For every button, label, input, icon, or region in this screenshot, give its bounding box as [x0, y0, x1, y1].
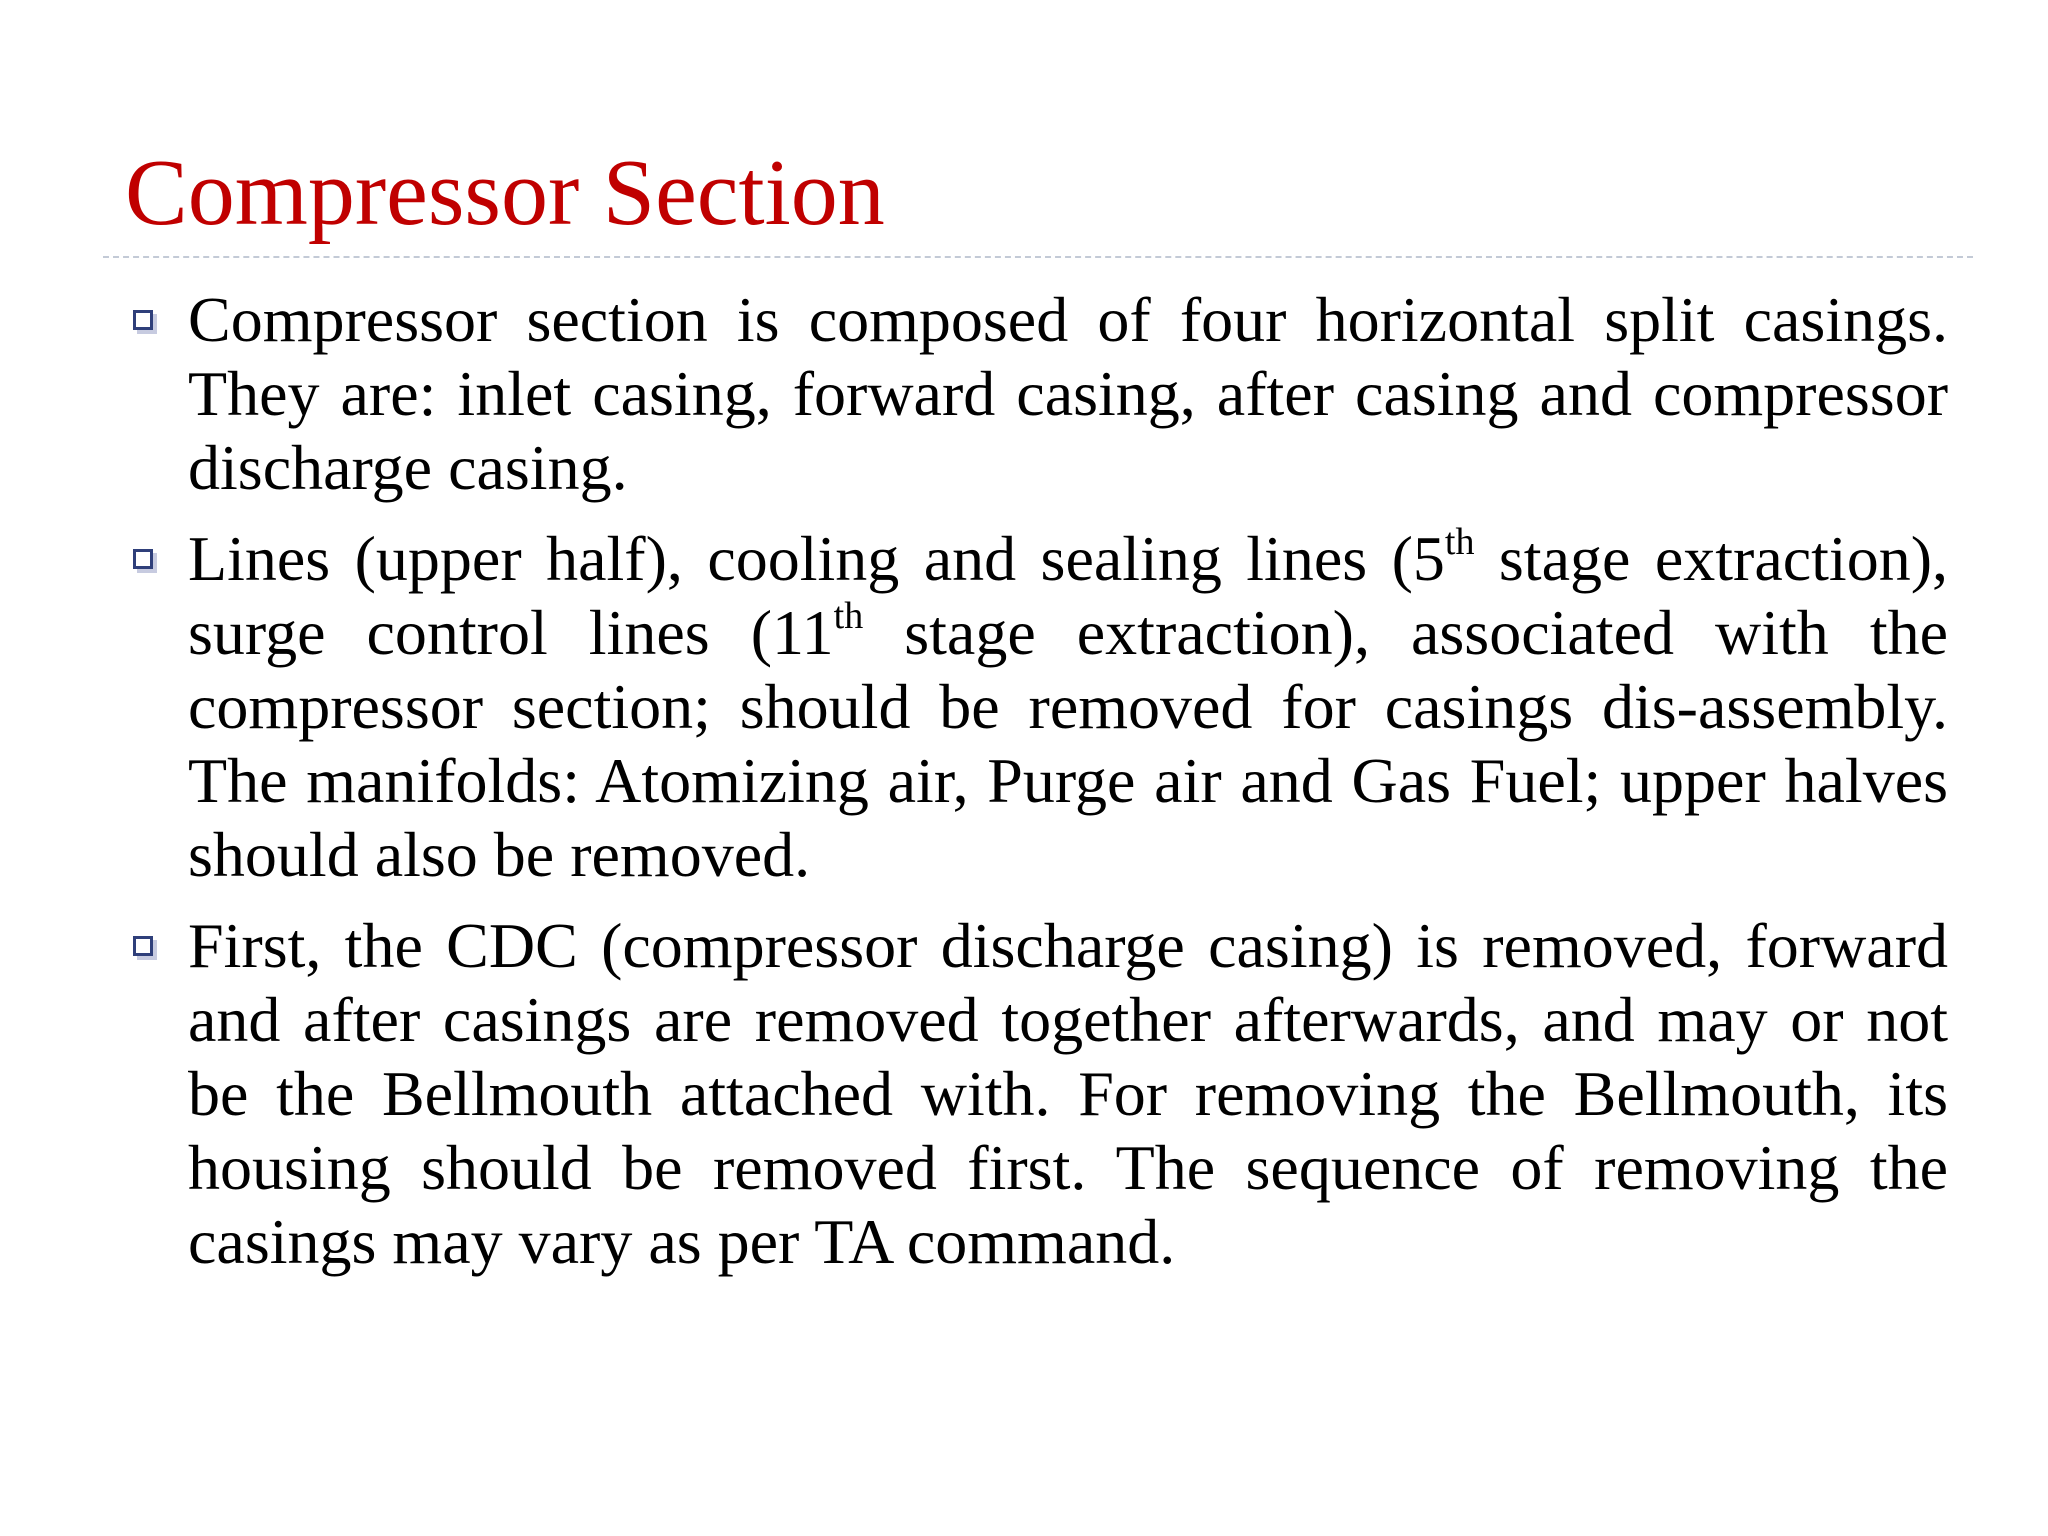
bullet-list	[125, 283, 1948, 1296]
checkbox-square-icon	[133, 310, 153, 330]
checkbox-square-icon	[133, 936, 153, 956]
bullet-text: Compressor section is composed of four horizontal split casings. They are: inlet casing, forward casing, after casing and compressor discharge casing.	[188, 284, 1948, 503]
superscript: th	[1444, 521, 1475, 563]
bullet-item	[125, 522, 1948, 892]
bullet-item	[125, 909, 1948, 1279]
bullet-item	[125, 283, 1948, 505]
bullet-text: Lines (upper half), cooling and sealing lines (5th stage extraction), surge control lines (11th stage extraction), associated with the compressor section; should be removed for casings dis-assembly. The manifolds: Atomizing air, Purge air and Gas Fuel; upper halves should also be removed.	[188, 521, 1949, 890]
superscript: th	[833, 595, 864, 637]
slide-title: Compressor Section	[125, 141, 885, 245]
bullet-text: First, the CDC (compressor discharge casing) is removed, forward and after casings are removed together afterwards, and may or not be the Bellmouth attached with. For removing the Bellmouth, its housing should be removed first. The sequence of removing the casings may vary as per TA command.	[188, 910, 1948, 1277]
checkbox-square-icon	[133, 549, 153, 569]
title-divider	[103, 256, 1973, 258]
